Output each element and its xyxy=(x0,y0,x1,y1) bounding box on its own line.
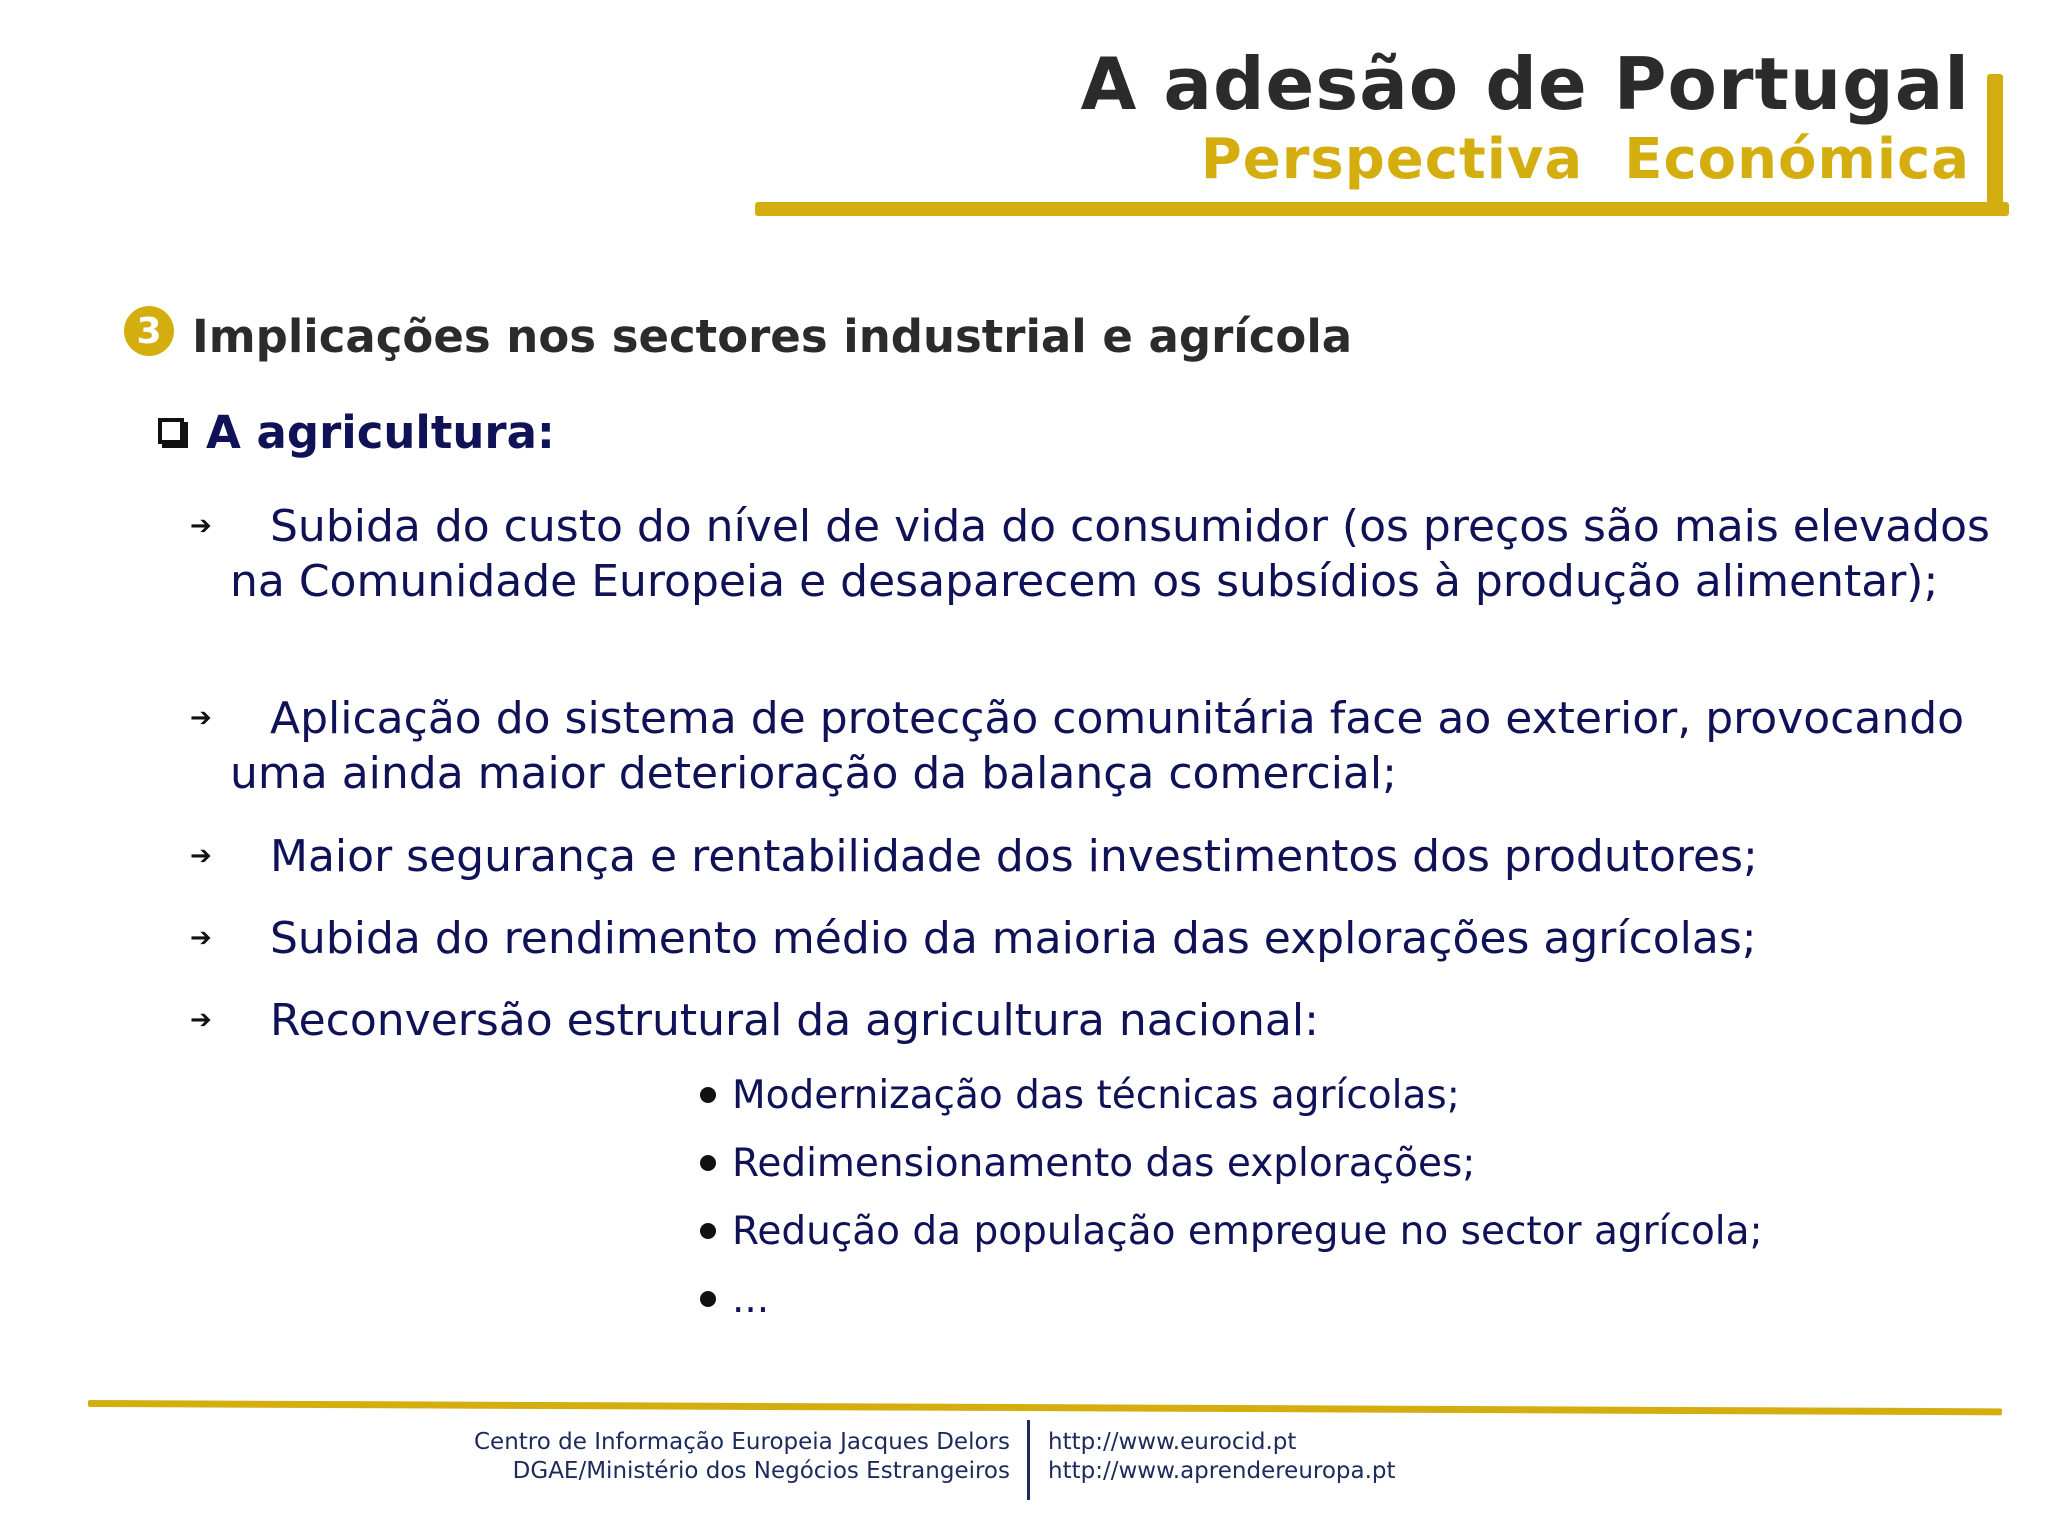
footer-links xyxy=(1048,1428,1396,1486)
bullet-text: Subida do rendimento médio da maioria das explorações agrícolas; xyxy=(270,913,1757,964)
section-title: Implicações nos sectores industrial e agrícola xyxy=(192,310,1353,363)
footer-rule xyxy=(88,1400,2002,1415)
footer-divider xyxy=(1027,1420,1030,1500)
sub-bullet-item xyxy=(732,1073,1460,1118)
bullet-dot-icon xyxy=(700,1087,716,1103)
bullet-item xyxy=(190,691,2000,801)
footer-organization xyxy=(474,1428,1010,1486)
arrow-right-icon: ➔ xyxy=(190,1005,212,1035)
bullet-text: Aplicação do sistema de protecção comunitária face ao exterior, provocando uma ainda maior deterioração da balança comercial; xyxy=(230,693,1965,799)
section-number-badge xyxy=(124,306,174,356)
bullet-item xyxy=(190,829,2000,884)
bullet-text: Reconversão estrutural da agricultura nacional: xyxy=(270,995,1319,1046)
bullet-text: Subida do custo do nível de vida do consumidor (os preços são mais elevados na Comunidade Europeia e desaparecem os subsídios à produção alimentar); xyxy=(230,501,1990,607)
section-number: 3 xyxy=(136,310,162,352)
arrow-right-icon: ➔ xyxy=(190,923,212,953)
bullet-item xyxy=(190,911,2000,966)
checkbox-bullet-icon xyxy=(158,418,184,444)
sub-bullet-text: Redução da população empregue no sector agrícola; xyxy=(732,1209,1763,1254)
footer-link-aprendereuropa[interactable]: http://www.aprendereuropa.pt xyxy=(1048,1458,1396,1484)
footer-org-line1: Centro de Informação Europeia Jacques Delors xyxy=(474,1429,1010,1455)
sub-bullet-text: Redimensionamento das explorações; xyxy=(732,1141,1476,1186)
header-vertical-bar xyxy=(1987,74,2003,216)
arrow-right-icon: ➔ xyxy=(190,703,212,733)
bullet-dot-icon xyxy=(700,1223,716,1239)
sub-bullet-item xyxy=(732,1141,1475,1186)
bullet-item xyxy=(190,499,2000,609)
sub-bullet-item xyxy=(732,1277,769,1322)
sub-bullet-text: ... xyxy=(732,1277,770,1322)
footer-org-line2: DGAE/Ministério dos Negócios Estrangeiros xyxy=(512,1458,1010,1484)
sub-bullet-item xyxy=(732,1209,1763,1254)
sub-bullet-text: Modernização das técnicas agrícolas; xyxy=(732,1073,1460,1118)
subsection-title: A agricultura: xyxy=(206,406,555,459)
footer-link-eurocid[interactable]: http://www.eurocid.pt xyxy=(1048,1429,1297,1455)
bullet-dot-icon xyxy=(700,1155,716,1171)
slide-title: A adesão de Portugal xyxy=(1080,42,1970,126)
arrow-right-icon: ➔ xyxy=(190,841,212,871)
bullet-text: Maior segurança e rentabilidade dos investimentos dos produtores; xyxy=(270,831,1758,882)
bullet-item xyxy=(190,993,2000,1048)
arrow-right-icon: ➔ xyxy=(190,511,212,541)
slide-subtitle: Perspectiva Económica xyxy=(1200,127,1970,192)
bullet-dot-icon xyxy=(700,1291,716,1307)
header-underline xyxy=(755,202,2009,216)
